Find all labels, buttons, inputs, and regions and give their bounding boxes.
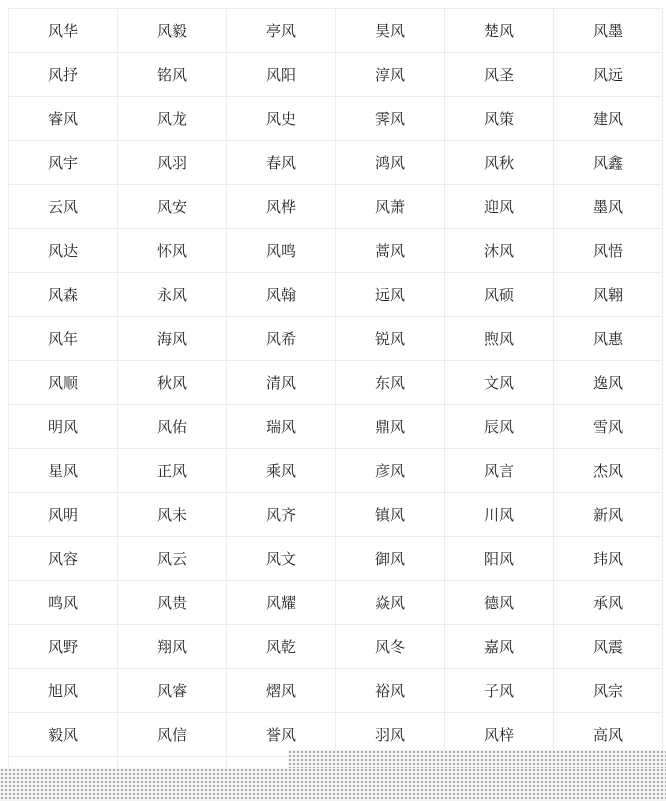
table-row [9,625,663,669]
name-cell: 沐风 [445,229,554,273]
name-cell: 翔风 [118,625,227,669]
name-cell: 风龙 [118,97,227,141]
table-row [9,97,663,141]
name-cell: 东风 [336,361,445,405]
name-cell: 风贵 [118,581,227,625]
name-cell: 毅风 [9,713,118,757]
name-cell: 德风 [445,581,554,625]
name-cell: 逸风 [554,361,663,405]
name-cell: 风宗 [554,669,663,713]
name-cell: 玮风 [554,537,663,581]
name-cell: 风达 [9,229,118,273]
name-cell: 川风 [445,493,554,537]
name-table [8,8,663,788]
name-cell: 杰风 [554,449,663,493]
name-cell: 焱风 [336,581,445,625]
name-cell: 风言 [445,449,554,493]
table-row [9,449,663,493]
name-cell: 淳风 [336,53,445,97]
name-cell: 风震 [554,625,663,669]
name-cell: 风年 [9,317,118,361]
name-cell: 风鸣 [227,229,336,273]
name-cell: 永风 [118,273,227,317]
name-cell: 铭风 [118,53,227,97]
name-cell: 风信 [118,713,227,757]
name-cell: 睿风 [9,97,118,141]
name-cell: 裕风 [336,669,445,713]
name-cell: 瑞风 [227,405,336,449]
table-row [9,493,663,537]
name-cell: 风睿 [118,669,227,713]
name-cell: 风远 [554,53,663,97]
name-cell: 乘风 [227,449,336,493]
table-row [9,229,663,273]
name-cell: 风硕 [445,273,554,317]
name-cell: 风容 [9,537,118,581]
name-cell: 旭风 [9,669,118,713]
table-row [9,405,663,449]
name-cell: 风史 [227,97,336,141]
name-cell: 风顺 [9,361,118,405]
name-cell: 承风 [554,581,663,625]
name-cell: 高风 [554,713,663,757]
name-cell: 锐风 [336,317,445,361]
name-cell: 熠风 [227,669,336,713]
name-cell: 风森 [9,273,118,317]
name-cell: 鸣风 [9,581,118,625]
name-cell: 风安 [118,185,227,229]
name-cell: 风鑫 [554,141,663,185]
name-cell: 嘉风 [445,625,554,669]
name-cell: 风华 [9,9,118,53]
name-cell: 清风 [227,361,336,405]
table-row [9,53,663,97]
name-cell: 雪风 [554,405,663,449]
name-cell: 昊风 [336,9,445,53]
name-cell: 风翰 [227,273,336,317]
name-cell: 阳风 [445,537,554,581]
name-cell: 建风 [554,97,663,141]
name-cell: 御风 [336,537,445,581]
name-cell: 风明 [9,493,118,537]
name-cell: 楚风 [445,9,554,53]
name-cell: 风桦 [227,185,336,229]
table-row [9,141,663,185]
name-cell: 风墨 [554,9,663,53]
dither-overlay [288,750,666,768]
name-cell: 霁风 [336,97,445,141]
name-cell: 鸿风 [336,141,445,185]
name-cell: 风宇 [9,141,118,185]
name-cell: 辰风 [445,405,554,449]
name-cell: 风未 [118,493,227,537]
name-cell: 风云 [118,537,227,581]
table-row [9,669,663,713]
name-cell: 风萧 [336,185,445,229]
name-cell: 云风 [9,185,118,229]
name-cell: 羽风 [336,713,445,757]
name-cell: 秋风 [118,361,227,405]
name-cell: 誉风 [227,713,336,757]
name-cell: 蒿风 [336,229,445,273]
table-row [9,317,663,361]
name-cell: 风佑 [118,405,227,449]
name-cell: 风文 [227,537,336,581]
name-cell: 风秋 [445,141,554,185]
name-cell: 煦风 [445,317,554,361]
name-cell: 春风 [227,141,336,185]
name-cell: 风齐 [227,493,336,537]
name-cell: 风希 [227,317,336,361]
name-cell: 迎风 [445,185,554,229]
table-row [9,185,663,229]
name-cell: 风梓 [445,713,554,757]
name-cell: 远风 [336,273,445,317]
name-cell: 风冬 [336,625,445,669]
name-cell: 风毅 [118,9,227,53]
name-cell: 海风 [118,317,227,361]
table-row [9,537,663,581]
name-cell: 风耀 [227,581,336,625]
name-cell: 风翱 [554,273,663,317]
name-cell: 风策 [445,97,554,141]
name-cell: 镇风 [336,493,445,537]
name-cell: 彦风 [336,449,445,493]
name-cell: 风圣 [445,53,554,97]
name-cell: 风羽 [118,141,227,185]
name-cell: 星风 [9,449,118,493]
table-row [9,273,663,317]
name-cell: 子风 [445,669,554,713]
table-row [9,9,663,53]
name-cell: 新风 [554,493,663,537]
table-row [9,581,663,625]
name-cell: 怀风 [118,229,227,273]
name-cell: 墨风 [554,185,663,229]
name-cell: 风惠 [554,317,663,361]
dither-overlay [0,768,666,801]
name-cell: 风抒 [9,53,118,97]
name-cell: 风乾 [227,625,336,669]
table-row [9,361,663,405]
name-cell: 风悟 [554,229,663,273]
name-cell: 风阳 [227,53,336,97]
name-cell: 明风 [9,405,118,449]
name-cell: 亭风 [227,9,336,53]
name-cell: 正风 [118,449,227,493]
name-cell: 鼎风 [336,405,445,449]
name-cell: 文风 [445,361,554,405]
name-cell: 风野 [9,625,118,669]
